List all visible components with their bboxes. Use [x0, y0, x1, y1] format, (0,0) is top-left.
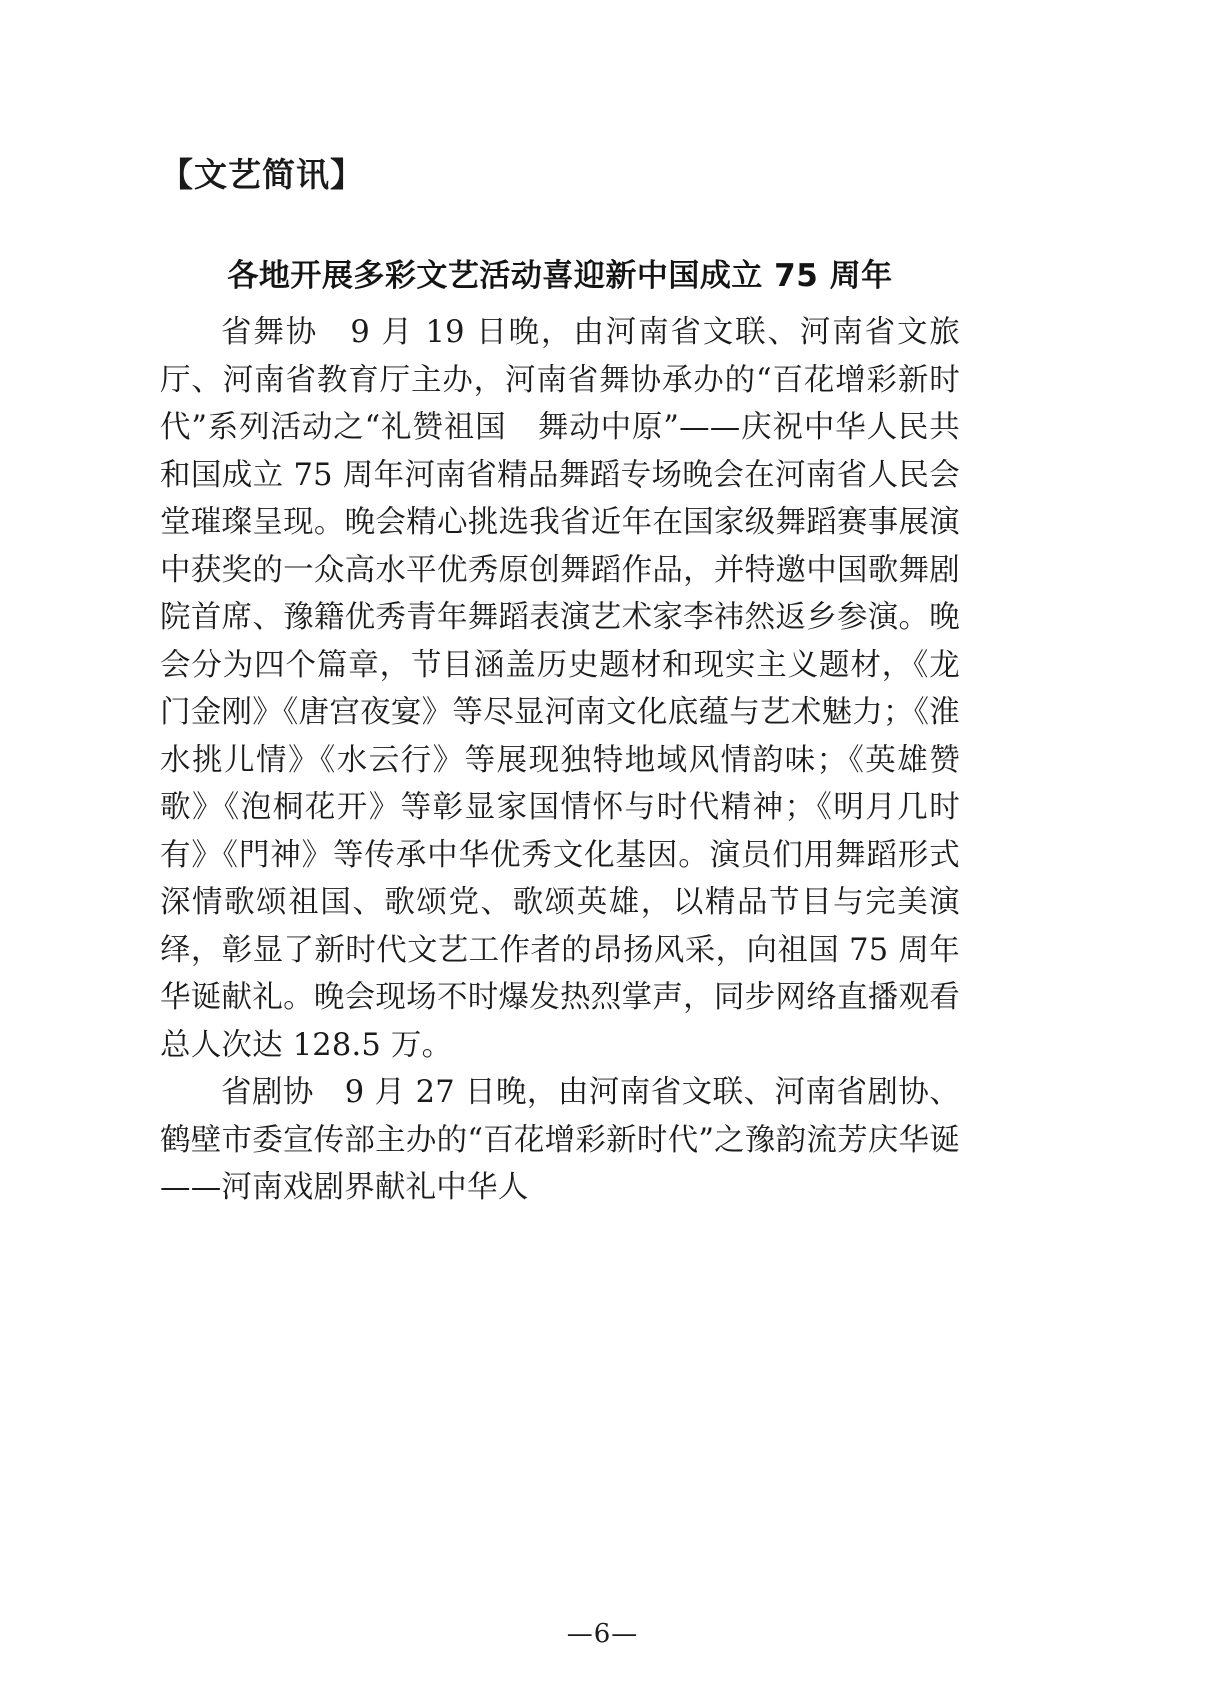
page-content [160, 0, 960, 1212]
paragraph: 省剧协 9 月 27 日晚，由河南省文联、河南省剧协、鹤壁市委宣传部主办的“百花增彩新时代”之豫韵流芳庆华诞——河南戏剧界献礼中华人 [160, 1075, 960, 1206]
article-body [160, 295, 960, 1212]
section-header: 【文艺简讯】 [160, 155, 364, 194]
paragraph: 省舞协 9 月 19 日晚，由河南省文联、河南省文旅厅、河南省教育厅主办，河南省舞协承办的“百花增彩新时代”系列活动之“礼赞祖国 舞动中原”——庆祝中华人民共和国成立 75 周年河南省精品舞蹈专场晚会在河南省人民会堂璀璨呈现。晚会精心挑选我省近年在国家级舞蹈赛事展演中获奖的一众高水平优秀原创舞蹈作品，并特邀中国歌舞剧院首席、豫籍优秀青年舞蹈表演艺术家李祎然返乡参演。晚会分为四个篇章，节目涵盖历史题材和现实主义题材，《龙门金刚》《唐宫夜宴》等尽显河南文化底蕴与艺术魅力；《淮水挑儿情》《水云行》等展现独特地域风情韵味；《英雄赞歌》《泡桐花开》等彰显家国情怀与时代精神；《明月几时有》《門神》等传承中华优秀文化基因。演员们用舞蹈形式深情歌颂祖国、歌颂党、歌颂英雄，以精品节目与完美演绎，彰显了新时代文艺工作者的昂扬风采，向祖国 75 周年华诞献礼。晚会现场不时爆发热烈掌声，同步网络直播观看总人次达 128.5 万。 [160, 315, 960, 1063]
article-title: 各地开展多彩文艺活动喜迎新中国成立 75 周年 [227, 257, 893, 294]
page-number: —6— [566, 1619, 639, 1649]
